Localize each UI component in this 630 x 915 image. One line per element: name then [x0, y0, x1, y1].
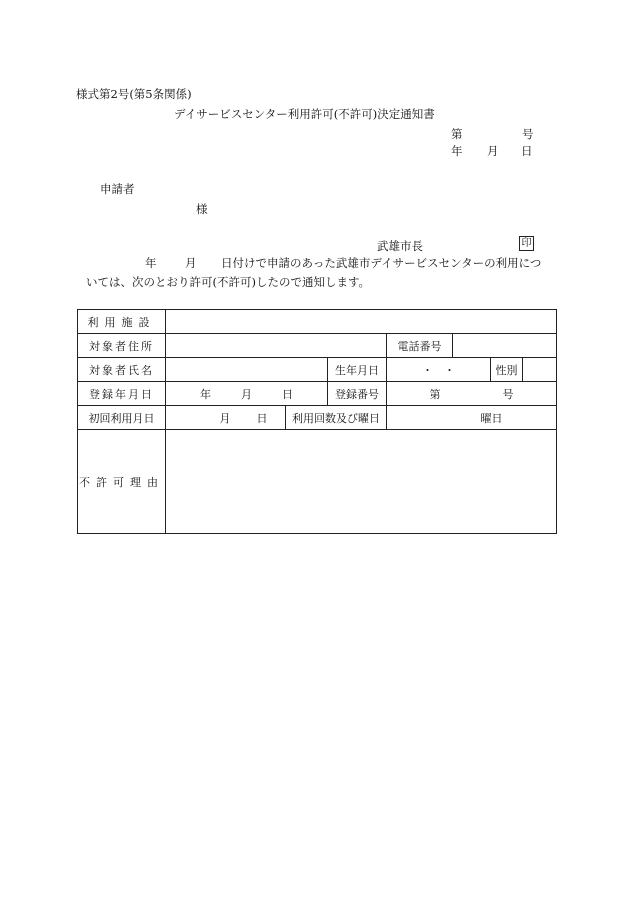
table-row: [78, 358, 557, 382]
phone-label: 電話番号: [387, 334, 453, 358]
phone-value[interactable]: [453, 334, 557, 358]
document-title: デイサービスセンター利用許可(不許可)決定通知書: [174, 107, 435, 121]
issuer-name: 武雄市長: [377, 239, 423, 253]
application-table: [77, 309, 557, 534]
name-label: 対象者氏名: [78, 358, 166, 382]
first-use-day: 日: [256, 411, 268, 425]
honorific: 様: [196, 202, 208, 216]
reg-date-month: 月: [241, 387, 252, 401]
table-row: [78, 430, 557, 534]
date-day-label: 日: [521, 144, 533, 158]
body-line-1: 日付けで申請のあった武雄市デイサービスセンターの利用につ: [221, 256, 542, 270]
doc-number-prefix: 第: [451, 127, 463, 141]
name-value[interactable]: [166, 358, 328, 382]
doc-number-suffix: 号: [522, 127, 534, 141]
address-value[interactable]: [166, 334, 387, 358]
table-row: [78, 406, 557, 430]
form-number: 様式第2号(第5条関係): [76, 87, 192, 101]
reg-date-year: 年: [200, 387, 211, 401]
weekday-suffix: 曜日: [480, 411, 503, 425]
birthdate-value[interactable]: ・ ・: [387, 358, 491, 382]
table-row: [78, 382, 557, 406]
reason-value[interactable]: [166, 430, 557, 534]
gender-value[interactable]: [523, 358, 557, 382]
date-year-label: 年: [451, 144, 463, 158]
reg-date-label: 登録年月日: [78, 382, 166, 406]
body-line-2: いては、次のとおり許可(不許可)したので通知します。: [86, 275, 371, 289]
reg-no-prefix: 第: [429, 387, 441, 401]
facility-label: 利用施設: [78, 310, 166, 334]
address-label: 対象者住所: [78, 334, 166, 358]
first-use-month: 月: [219, 411, 231, 425]
seal-mark: 印: [519, 236, 534, 251]
table-row: [78, 310, 557, 334]
times-label: 利用回数及び曜日: [286, 406, 387, 430]
applicant-label: 申請者: [100, 182, 135, 196]
gender-label: 性別: [491, 358, 523, 382]
body-year-label: 年: [145, 256, 157, 270]
birthdate-label: 生年月日: [328, 358, 387, 382]
first-use-value[interactable]: [166, 406, 286, 430]
first-use-label: 初回利用月日: [78, 406, 166, 430]
facility-value[interactable]: [166, 310, 557, 334]
reg-date-value[interactable]: [166, 382, 328, 406]
times-value[interactable]: [387, 406, 557, 430]
reg-no-value[interactable]: [387, 382, 557, 406]
date-month-label: 月: [487, 144, 499, 158]
table-row: [78, 334, 557, 358]
body-month-label: 月: [185, 256, 197, 270]
reg-no-label: 登録番号: [328, 382, 387, 406]
reason-label: 不許可理由: [78, 430, 166, 534]
reg-date-day: 日: [282, 387, 293, 401]
reg-no-suffix: 号: [502, 387, 514, 401]
